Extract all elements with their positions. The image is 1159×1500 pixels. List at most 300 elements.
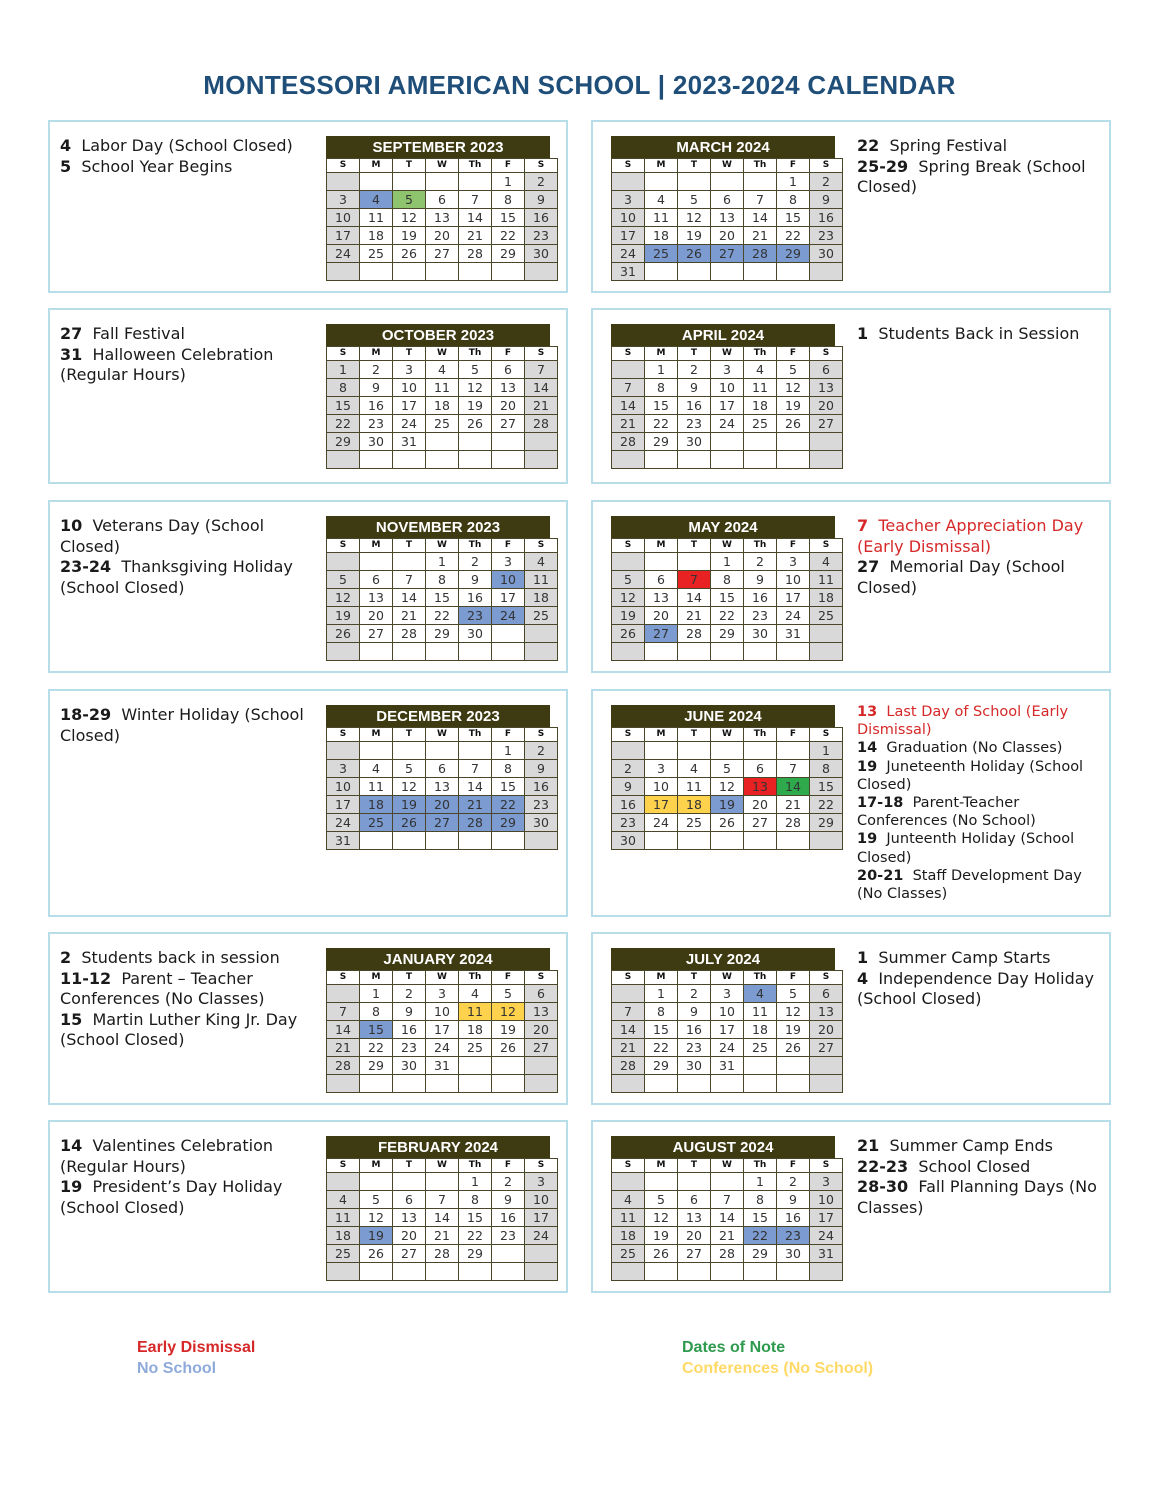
event-text: Parent-Teacher Conferences (No School)	[857, 795, 1036, 830]
day-cell: 14	[744, 209, 777, 227]
event-note	[60, 136, 310, 157]
events-list	[857, 136, 1097, 198]
day-cell: 2	[459, 553, 492, 571]
week-row	[327, 778, 558, 796]
day-cell: 6	[810, 361, 843, 379]
day-cell: 22	[492, 796, 525, 814]
weekday-label: F	[777, 539, 810, 553]
empty-day-cell	[744, 173, 777, 191]
weekday-label: F	[777, 347, 810, 361]
events-list	[60, 948, 310, 1051]
empty-day-cell	[492, 433, 525, 451]
empty-day-cell	[777, 433, 810, 451]
calendar-grid	[611, 970, 843, 1093]
weekday-label: F	[777, 971, 810, 985]
empty-day-cell	[426, 832, 459, 850]
week-row	[327, 263, 558, 281]
day-cell: 18	[426, 397, 459, 415]
day-cell: 30	[678, 433, 711, 451]
weekday-label: M	[645, 159, 678, 173]
day-cell: 1	[810, 742, 843, 760]
day-cell: 14	[678, 589, 711, 607]
day-cell: 18	[360, 796, 393, 814]
day-cell: 11	[360, 209, 393, 227]
day-cell: 29	[777, 245, 810, 263]
empty-day-cell	[678, 173, 711, 191]
day-cell: 29	[426, 625, 459, 643]
day-cell: 12	[612, 589, 645, 607]
empty-day-cell	[525, 451, 558, 469]
weekday-label: S	[525, 1159, 558, 1173]
week-row	[327, 1209, 558, 1227]
day-cell: 1	[360, 985, 393, 1003]
empty-day-cell	[360, 742, 393, 760]
event-date: 11-12	[60, 968, 112, 988]
empty-day-cell	[393, 1263, 426, 1281]
events-list	[857, 703, 1097, 903]
empty-day-cell	[327, 451, 360, 469]
empty-day-cell	[393, 1075, 426, 1093]
week-row	[612, 589, 843, 607]
day-cell: 31	[711, 1057, 744, 1075]
day-cell: 16	[360, 397, 393, 415]
empty-day-cell	[426, 173, 459, 191]
day-cell: 17	[711, 1021, 744, 1039]
day-cell: 13	[711, 209, 744, 227]
empty-day-cell	[645, 832, 678, 850]
day-cell: 5	[645, 1191, 678, 1209]
empty-day-cell	[426, 1075, 459, 1093]
day-cell: 20	[678, 1227, 711, 1245]
day-cell: 22	[645, 1039, 678, 1057]
day-cell: 1	[645, 985, 678, 1003]
week-row	[327, 553, 558, 571]
week-row	[327, 832, 558, 850]
calendar-grid	[611, 538, 843, 661]
day-cell: 23	[678, 1039, 711, 1057]
day-cell: 16	[678, 397, 711, 415]
event-text: Teacher Appreciation Day (Early Dismissal)	[857, 516, 1084, 556]
empty-day-cell	[711, 832, 744, 850]
day-cell: 2	[678, 361, 711, 379]
day-cell: 27	[360, 625, 393, 643]
event-note	[857, 1157, 1097, 1178]
week-row	[327, 760, 558, 778]
day-cell: 8	[492, 760, 525, 778]
legend-conferences: Conferences (No School)	[682, 1360, 874, 1377]
weekday-header-row	[327, 971, 558, 985]
day-cell: 6	[492, 361, 525, 379]
day-cell: 26	[645, 1245, 678, 1263]
empty-day-cell	[678, 1263, 711, 1281]
weekday-label: S	[612, 347, 645, 361]
day-cell: 14	[612, 397, 645, 415]
day-cell: 1	[711, 553, 744, 571]
month-box-april	[591, 308, 1111, 484]
event-note	[60, 705, 310, 746]
day-cell: 1	[492, 173, 525, 191]
day-cell: 9	[492, 1191, 525, 1209]
day-cell: 12	[393, 209, 426, 227]
day-cell: 20	[744, 796, 777, 814]
event-note	[857, 1177, 1097, 1218]
day-cell: 11	[744, 379, 777, 397]
day-cell: 31	[810, 1245, 843, 1263]
day-cell: 18	[645, 227, 678, 245]
event-note	[60, 557, 310, 598]
day-cell: 3	[327, 760, 360, 778]
week-row	[612, 571, 843, 589]
empty-day-cell	[360, 1173, 393, 1191]
day-cell: 12	[492, 1003, 525, 1021]
day-cell: 21	[777, 796, 810, 814]
day-cell: 24	[525, 1227, 558, 1245]
day-cell: 19	[327, 607, 360, 625]
day-cell: 15	[645, 397, 678, 415]
weekday-label: M	[645, 1159, 678, 1173]
day-cell: 30	[360, 433, 393, 451]
day-cell: 13	[393, 1209, 426, 1227]
event-date: 14	[60, 1136, 83, 1155]
calendar-grid	[326, 346, 558, 469]
event-text: Summer Camp Ends	[889, 1136, 1053, 1155]
day-cell: 14	[459, 209, 492, 227]
event-date: 21	[857, 1136, 880, 1155]
day-cell: 28	[612, 1057, 645, 1075]
event-date: 20-21	[857, 867, 904, 884]
events-list	[60, 516, 310, 598]
day-cell: 4	[645, 191, 678, 209]
empty-day-cell	[810, 433, 843, 451]
empty-day-cell	[678, 643, 711, 661]
empty-day-cell	[492, 1263, 525, 1281]
week-row	[327, 1227, 558, 1245]
day-cell: 15	[711, 589, 744, 607]
page-title: MONTESSORI AMERICAN SCHOOL | 2023-2024 CALENDAR	[203, 70, 956, 100]
empty-day-cell	[711, 1075, 744, 1093]
weekday-label: W	[426, 159, 459, 173]
event-date: 15	[60, 1009, 83, 1029]
day-cell: 30	[393, 1057, 426, 1075]
day-cell: 18	[612, 1227, 645, 1245]
empty-day-cell	[426, 451, 459, 469]
day-cell: 27	[810, 1039, 843, 1057]
day-cell: 5	[393, 760, 426, 778]
week-row	[612, 209, 843, 227]
weekday-label: T	[393, 728, 426, 742]
day-cell: 8	[327, 379, 360, 397]
empty-day-cell	[492, 643, 525, 661]
empty-day-cell	[711, 643, 744, 661]
week-row	[612, 553, 843, 571]
day-cell: 19	[777, 1021, 810, 1039]
week-row	[327, 589, 558, 607]
event-text: Independence Day Holiday (School Closed)	[857, 968, 1094, 1008]
month-title: OCTOBER 2023	[326, 324, 550, 346]
day-cell: 4	[459, 985, 492, 1003]
weekday-label: Th	[459, 1159, 492, 1173]
event-note	[857, 948, 1097, 969]
day-cell: 25	[327, 1245, 360, 1263]
month-calendar	[611, 948, 835, 1093]
event-text: Spring Break (School Closed)	[857, 156, 1086, 196]
day-cell: 11	[810, 571, 843, 589]
day-cell: 18	[678, 796, 711, 814]
weekday-label: M	[360, 728, 393, 742]
day-cell: 31	[777, 625, 810, 643]
day-cell: 9	[360, 379, 393, 397]
day-cell: 15	[360, 1021, 393, 1039]
event-date: 25-29	[857, 156, 909, 176]
weekday-label: T	[678, 728, 711, 742]
weekday-label: W	[711, 1159, 744, 1173]
month-calendar	[326, 705, 550, 850]
day-cell: 11	[678, 778, 711, 796]
legend-no-school: No School	[137, 1360, 217, 1377]
day-cell: 26	[612, 625, 645, 643]
weekday-label: W	[426, 1159, 459, 1173]
empty-day-cell	[360, 451, 393, 469]
week-row	[612, 1075, 843, 1093]
day-cell: 10	[525, 1191, 558, 1209]
day-cell: 15	[459, 1209, 492, 1227]
day-cell: 18	[327, 1227, 360, 1245]
weekday-label: S	[327, 159, 360, 173]
day-cell: 2	[525, 173, 558, 191]
month-box-march	[591, 120, 1111, 293]
weekday-label: T	[678, 347, 711, 361]
empty-day-cell	[459, 643, 492, 661]
empty-day-cell	[612, 451, 645, 469]
week-row	[327, 397, 558, 415]
empty-day-cell	[711, 263, 744, 281]
day-cell: 12	[777, 379, 810, 397]
month-calendar	[611, 705, 835, 850]
event-text: School Closed	[918, 1156, 1031, 1176]
event-note	[857, 157, 1097, 198]
day-cell: 20	[426, 796, 459, 814]
week-row	[327, 1191, 558, 1209]
day-cell: 13	[744, 778, 777, 796]
day-cell: 17	[810, 1209, 843, 1227]
day-cell: 1	[645, 361, 678, 379]
day-cell: 28	[459, 814, 492, 832]
day-cell: 21	[459, 796, 492, 814]
day-cell: 2	[612, 760, 645, 778]
empty-day-cell	[645, 451, 678, 469]
week-row	[612, 985, 843, 1003]
day-cell: 9	[525, 760, 558, 778]
month-title: DECEMBER 2023	[326, 705, 550, 727]
day-cell: 25	[612, 1245, 645, 1263]
event-date: 22	[857, 136, 880, 155]
event-note	[60, 324, 310, 345]
day-cell: 29	[492, 245, 525, 263]
day-cell: 4	[360, 760, 393, 778]
day-cell: 5	[360, 1191, 393, 1209]
day-cell: 20	[810, 397, 843, 415]
legend-early-dismissal: Early Dismissal	[137, 1339, 256, 1356]
day-cell: 12	[678, 209, 711, 227]
day-cell: 2	[525, 742, 558, 760]
event-note	[857, 969, 1097, 1010]
month-calendar	[611, 136, 835, 281]
month-calendar	[611, 324, 835, 469]
day-cell: 15	[645, 1021, 678, 1039]
weekday-label: S	[810, 971, 843, 985]
day-cell: 17	[711, 397, 744, 415]
day-cell: 18	[360, 227, 393, 245]
empty-day-cell	[525, 263, 558, 281]
empty-day-cell	[426, 433, 459, 451]
day-cell: 12	[360, 1209, 393, 1227]
event-note	[60, 157, 310, 178]
weekday-label: S	[612, 159, 645, 173]
day-cell: 13	[492, 379, 525, 397]
day-cell: 15	[492, 778, 525, 796]
month-title: AUGUST 2024	[611, 1136, 835, 1158]
day-cell: 9	[678, 1003, 711, 1021]
empty-day-cell	[678, 742, 711, 760]
day-cell: 23	[525, 227, 558, 245]
day-cell: 6	[426, 191, 459, 209]
event-text: Graduation (No Classes)	[886, 740, 1063, 757]
empty-day-cell	[744, 742, 777, 760]
weekday-label: Th	[744, 971, 777, 985]
empty-day-cell	[678, 1075, 711, 1093]
day-cell: 21	[612, 415, 645, 433]
day-cell: 8	[492, 191, 525, 209]
day-cell: 6	[645, 571, 678, 589]
day-cell: 14	[426, 1209, 459, 1227]
day-cell: 16	[777, 1209, 810, 1227]
empty-day-cell	[525, 625, 558, 643]
event-text: Thanksgiving Holiday (School Closed)	[60, 557, 293, 597]
event-date: 4	[857, 968, 869, 988]
weekday-label: M	[360, 539, 393, 553]
day-cell: 12	[711, 778, 744, 796]
day-cell: 25	[744, 415, 777, 433]
day-cell: 30	[744, 625, 777, 643]
weekday-label: M	[645, 347, 678, 361]
day-cell: 19	[492, 1021, 525, 1039]
day-cell: 6	[360, 571, 393, 589]
empty-day-cell	[810, 1075, 843, 1093]
events-list	[60, 324, 310, 386]
event-date: 10	[60, 516, 83, 535]
day-cell: 7	[711, 1191, 744, 1209]
day-cell: 9	[612, 778, 645, 796]
day-cell: 28	[393, 625, 426, 643]
event-text: Fall Planning Days (No Classes)	[857, 1177, 1097, 1217]
day-cell: 18	[744, 397, 777, 415]
week-row	[612, 1021, 843, 1039]
empty-day-cell	[459, 742, 492, 760]
day-cell: 16	[393, 1021, 426, 1039]
empty-day-cell	[711, 742, 744, 760]
day-cell: 7	[612, 379, 645, 397]
day-cell: 4	[744, 985, 777, 1003]
week-row	[612, 1057, 843, 1075]
day-cell: 25	[360, 245, 393, 263]
day-cell: 29	[711, 625, 744, 643]
day-cell: 22	[645, 415, 678, 433]
month-title: JUNE 2024	[611, 705, 835, 727]
day-cell: 14	[327, 1021, 360, 1039]
week-row	[612, 1209, 843, 1227]
empty-day-cell	[744, 263, 777, 281]
day-cell: 13	[360, 589, 393, 607]
week-row	[612, 625, 843, 643]
empty-day-cell	[711, 451, 744, 469]
day-cell: 3	[492, 553, 525, 571]
event-note	[60, 345, 310, 386]
event-date: 17-18	[857, 795, 904, 812]
week-row	[327, 361, 558, 379]
day-cell: 4	[426, 361, 459, 379]
event-note	[857, 758, 1097, 794]
day-cell: 11	[525, 571, 558, 589]
weekday-header-row	[327, 347, 558, 361]
day-cell: 27	[492, 415, 525, 433]
day-cell: 20	[525, 1021, 558, 1039]
empty-day-cell	[459, 263, 492, 281]
weekday-label: S	[810, 539, 843, 553]
day-cell: 20	[426, 227, 459, 245]
day-cell: 8	[360, 1003, 393, 1021]
day-cell: 28	[678, 625, 711, 643]
empty-day-cell	[327, 173, 360, 191]
empty-day-cell	[426, 643, 459, 661]
week-row	[612, 760, 843, 778]
weekday-label: S	[612, 539, 645, 553]
month-title: MAY 2024	[611, 516, 835, 538]
empty-day-cell	[360, 1075, 393, 1093]
day-cell: 27	[426, 245, 459, 263]
empty-day-cell	[525, 1263, 558, 1281]
weekday-label: F	[492, 159, 525, 173]
day-cell: 8	[711, 571, 744, 589]
empty-day-cell	[492, 263, 525, 281]
event-note	[857, 516, 1097, 557]
day-cell: 2	[744, 553, 777, 571]
empty-day-cell	[459, 1075, 492, 1093]
day-cell: 21	[327, 1039, 360, 1057]
events-list	[857, 324, 1097, 345]
day-cell: 5	[327, 571, 360, 589]
day-cell: 19	[612, 607, 645, 625]
day-cell: 11	[645, 209, 678, 227]
weekday-label: F	[492, 728, 525, 742]
day-cell: 10	[612, 209, 645, 227]
event-text: Spring Festival	[889, 136, 1008, 155]
empty-day-cell	[459, 1263, 492, 1281]
month-box-july	[591, 932, 1111, 1105]
empty-day-cell	[777, 451, 810, 469]
day-cell: 25	[645, 245, 678, 263]
day-cell: 31	[327, 832, 360, 850]
day-cell: 29	[459, 1245, 492, 1263]
week-row	[612, 173, 843, 191]
weekday-label: F	[492, 971, 525, 985]
empty-day-cell	[459, 1057, 492, 1075]
day-cell: 25	[810, 607, 843, 625]
day-cell: 12	[459, 379, 492, 397]
day-cell: 30	[612, 832, 645, 850]
day-cell: 16	[459, 589, 492, 607]
weekday-label: W	[711, 539, 744, 553]
day-cell: 22	[327, 415, 360, 433]
